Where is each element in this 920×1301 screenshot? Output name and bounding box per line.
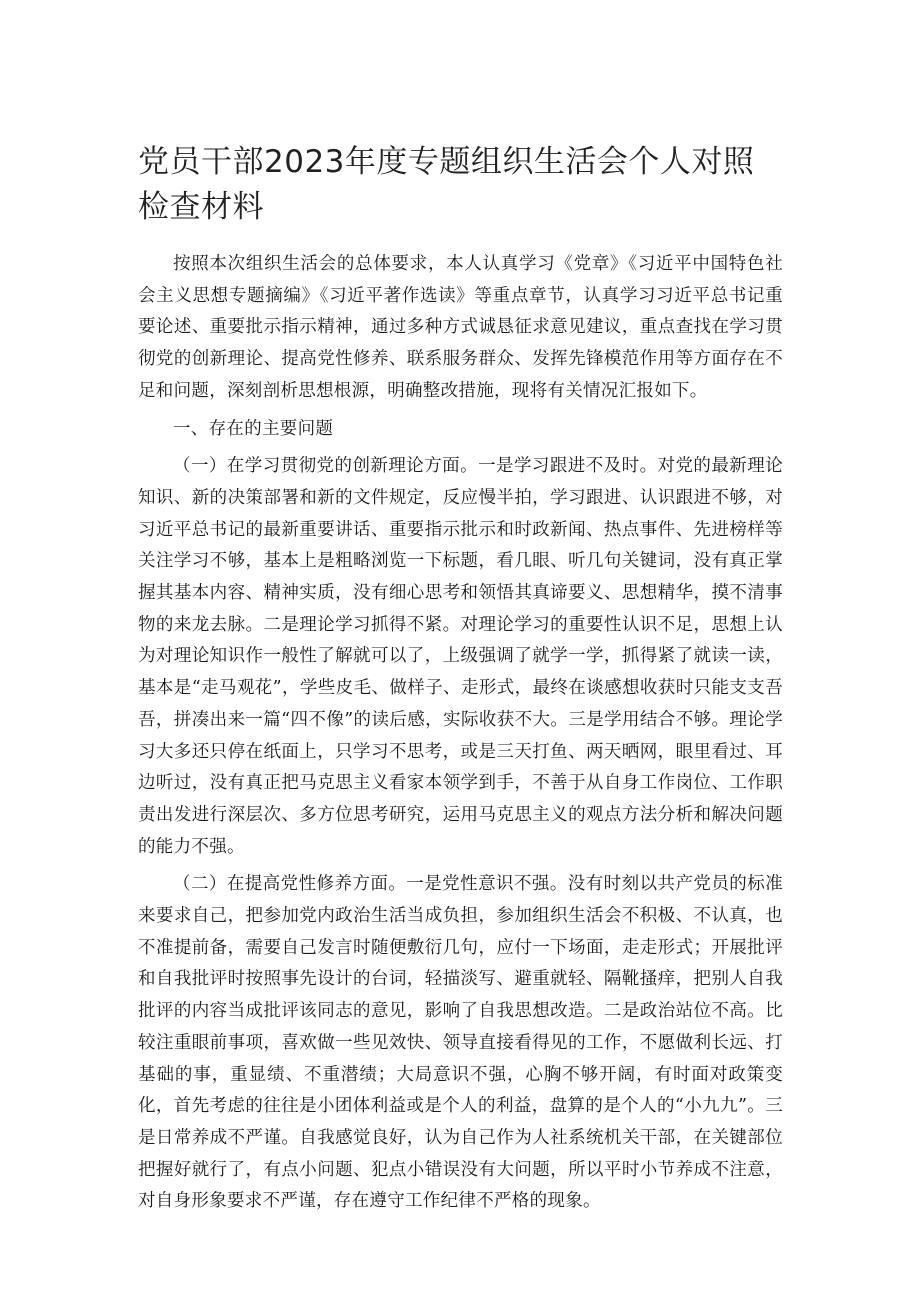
document-title: 党员干部2023年度专题组织生活会个人对照检查材料 (138, 144, 755, 225)
subsection-party-spirit: （二）在提高党性修养方面。一是党性意识不强。没有时刻以共产党员的标准来要求自己，把参加党内政治生活当成负担，参加组织生活会不积极、不认真，也不准提前备，需要自己发言时随便敷衍几句，应付一下场面，走走形式；开展批评和自我批评时按照事先设计的台词，轻描淡写、避重就轻、隔靴搔痒，把别人自我批评的内容当成批评该同志的意见，影响了自我思想改造。二是政治站位不高。比较注重眼前事项，喜欢做一些见效快、领导直接看得见的工作，不愿做利长远、打基础的事，重显绩、不重潜绩；大局意识不强，心胸不够开阔，有时面对政策变化，首先考虑的往往是小团体利益或是个人的利益，盘算的是个人的“小九九”。三是日常养成不严谨。自我感觉良好，认为自己作为人社系统机关干部，在关键部位把握好就行了，有点小问题、犯点小错误没有大问题，所以平时小节养成不注意，对自身形象要求不严谨，存在遵守工作纪律不严格的现象。 (138, 874, 783, 1212)
intro-paragraph: 按照本次组织生活会的总体要求，本人认真学习《党章》《习近平中国特色社会主义思想专题摘编》《习近平著作选读》等重点章节，认真学习习近平总书记重要论述、重要批示指示精神，通过多种方式诚恳征求意见建议，重点查找在学习贯彻党的创新理论、提高党性修养、联系服务群众、发挥先锋模范作用等方面存在不足和问题，深刻剖析思想根源，明确整改措施，现将有关情况汇报如下。 (138, 254, 783, 401)
subsection-theory-study: （一）在学习贯彻党的创新理论方面。一是学习跟进不及时。对党的最新理论知识、新的决策部署和新的文件规定，反应慢半拍，学习跟进、认识跟进不够，对习近平总书记的最新重要讲话、重要指示批示和时政新闻、热点事件、先进榜样等关注学习不够，基本上是粗略浏览一下标题，看几眼、听几句关键词，没有真正掌握其基本内容、精神实质，没有细心思考和领悟其真谛要义、思想精华，摸不清事物的来龙去脉。二是理论学习抓得不紧。对理论学习的重要性认识不足，思想上认为对理论知识作一般性了解就可以了，上级强调了就学一学，抓得紧了就读一读，基本是“走马观花”，学些皮毛、做样子、走形式，最终在谈感想收获时只能支支吾吾，拼凑出来一篇“四不像”的读后感，实际收获不大。三是学用结合不够。理论学习大多还只停在纸面上，只学习不思考，或是三天打鱼、两天晒网，眼里看过、耳边听过，没有真正把马克思主义看家本领学到手，不善于从自身工作岗位、工作职责出发进行深层次、多方位思考研究，运用马克思主义的观点方法分析和解决问题的能力不强。 (138, 456, 783, 857)
section-heading-problems: 一、存在的主要问题 (173, 418, 334, 439)
document-body (138, 249, 783, 1224)
